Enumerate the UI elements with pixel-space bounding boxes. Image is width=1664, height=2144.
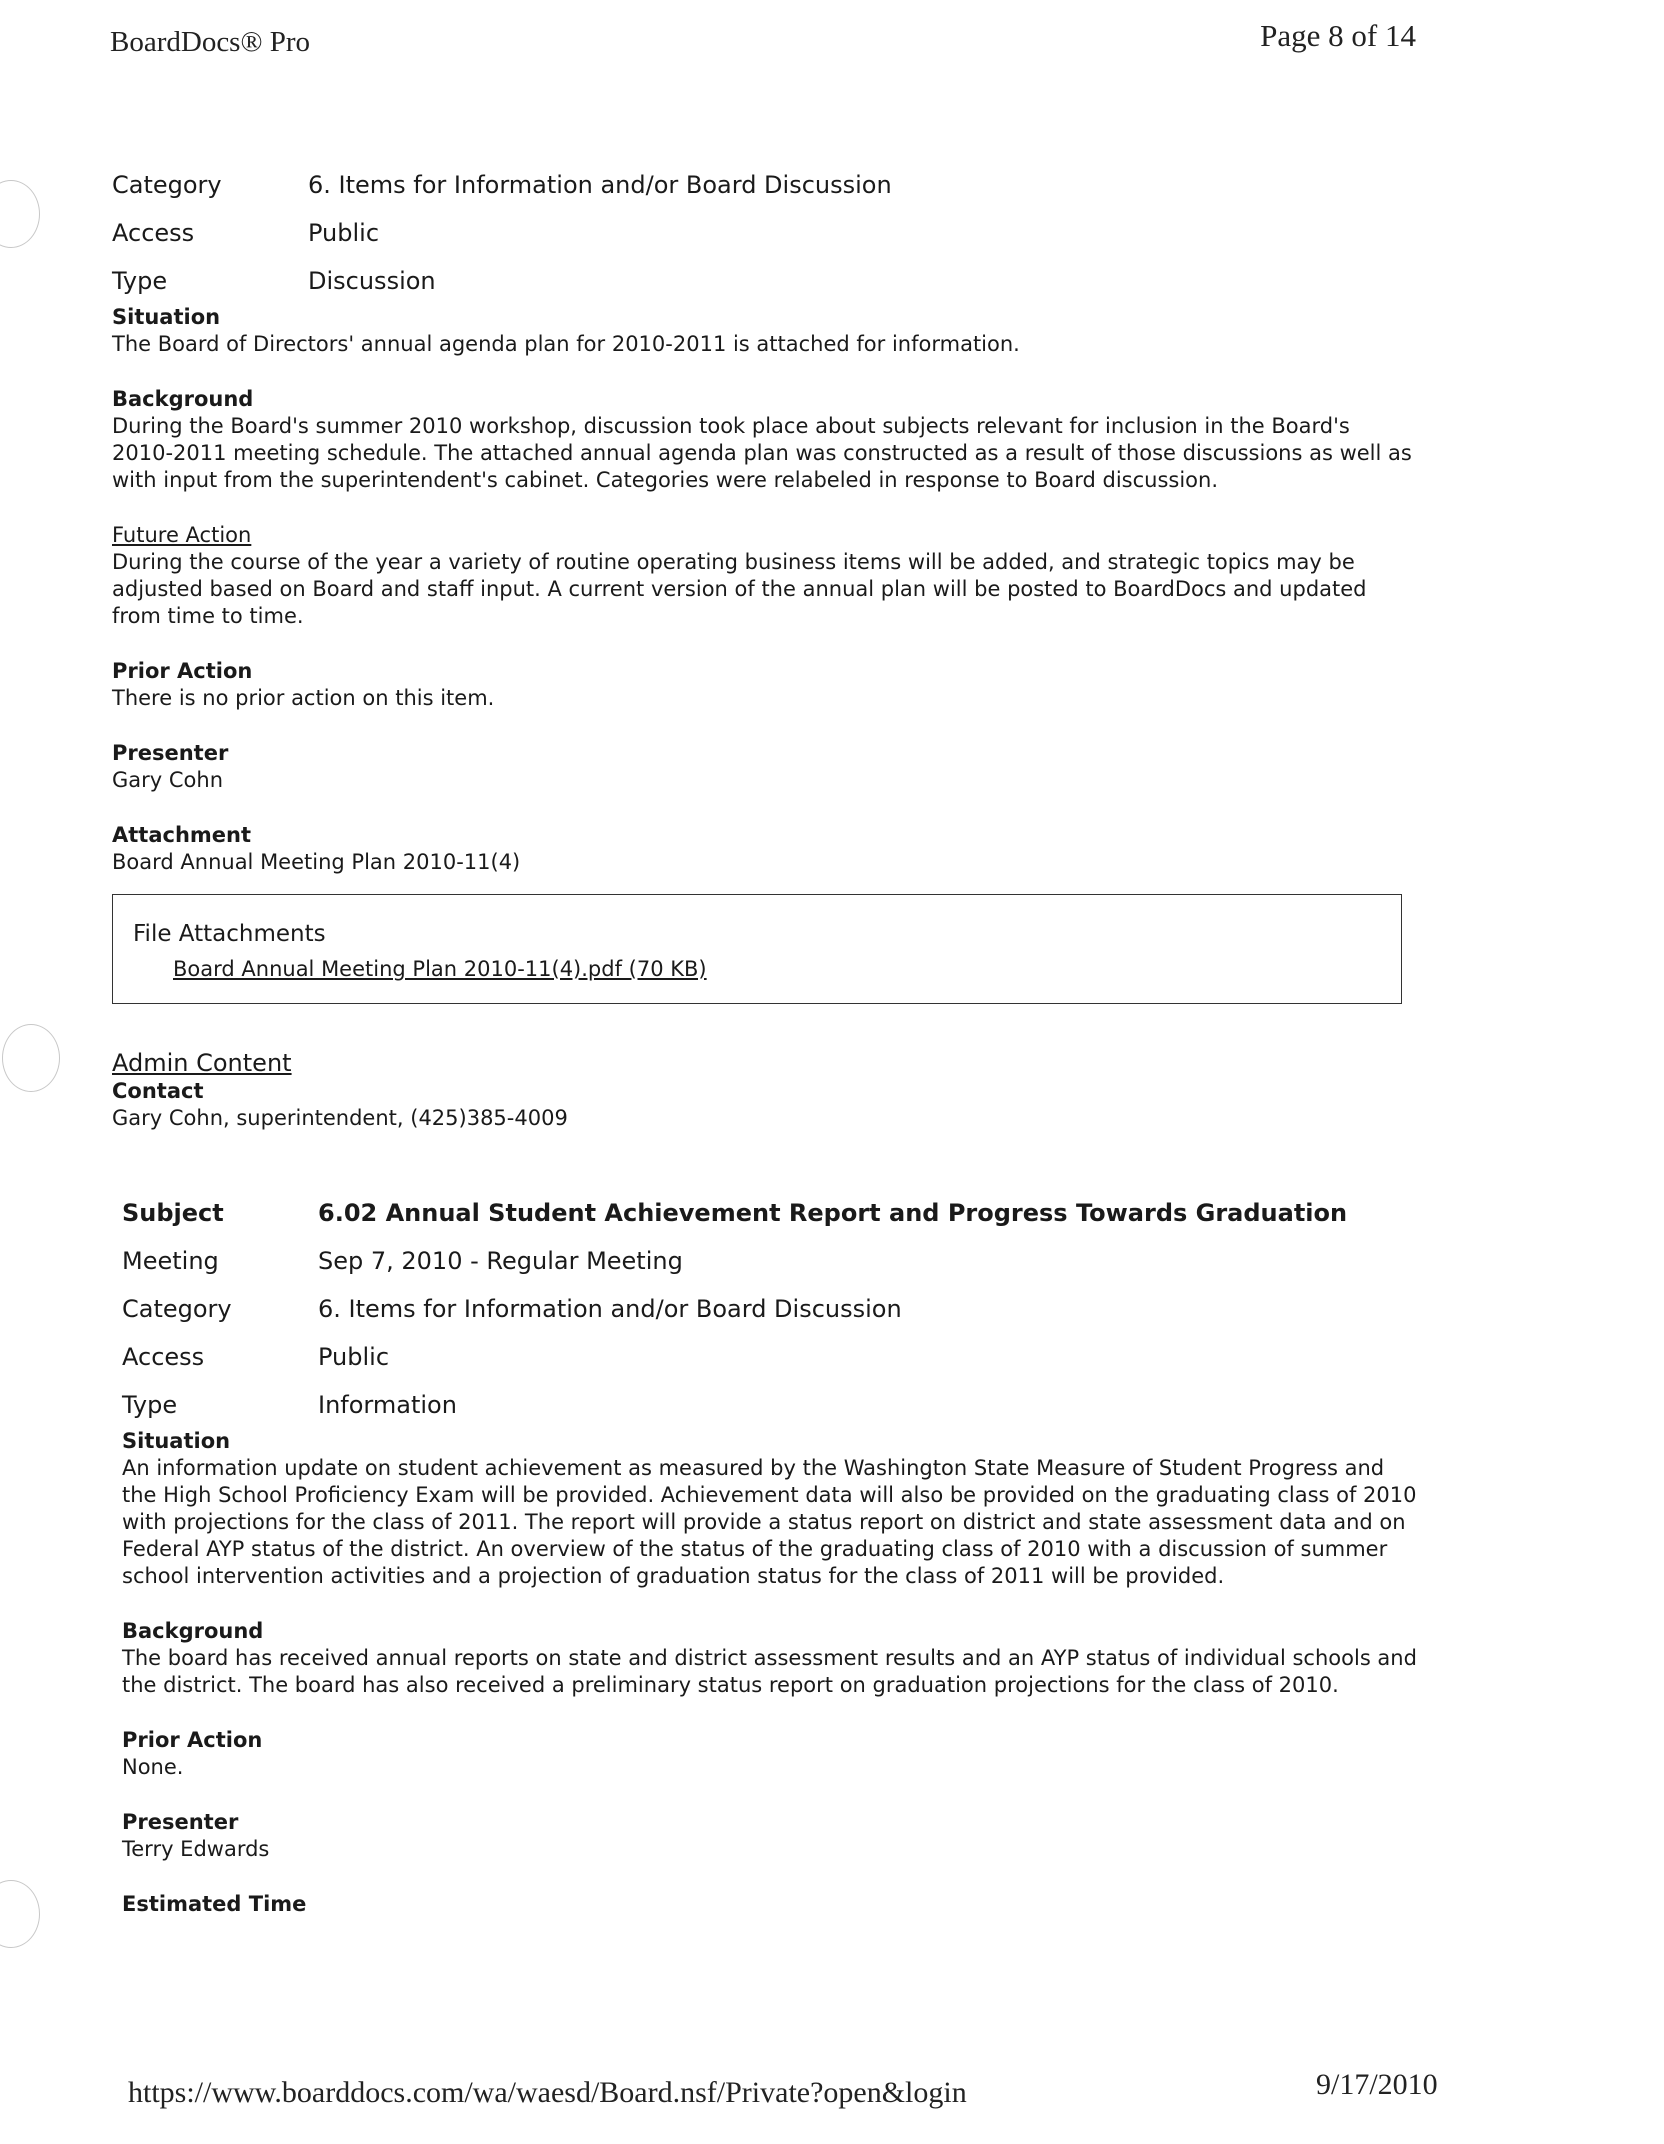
punch-hole [0, 180, 40, 248]
field-value: Public [308, 219, 380, 247]
presenter-heading: Presenter [112, 741, 229, 765]
field-row [112, 268, 1412, 304]
field-label: Meeting [122, 1247, 219, 1275]
contact-heading: Contact [112, 1079, 204, 1103]
background-heading: Background [122, 1619, 264, 1643]
field-row [122, 1296, 1422, 1344]
future-action-body: During the course of the year a variety of routine operating business items will be added, and strategic topics may be adjusted based on Board and staff input. A current version of the annual plan will be posted to BoardDocs and updated from time to time. [112, 550, 1367, 628]
field-label: Access [122, 1343, 205, 1371]
subject-title: 6.02 Annual Student Achievement Report and Progress Towards Graduation [318, 1199, 1348, 1227]
field-value: 6. Items for Information and/or Board Discussion [308, 171, 892, 199]
page-number: Page 8 of 14 [1260, 18, 1416, 53]
field-row [122, 1248, 1422, 1296]
field-value: Sep 7, 2010 - Regular Meeting [318, 1247, 683, 1275]
subject-label: Subject [122, 1199, 224, 1227]
agenda-item-1 [112, 172, 1412, 1132]
field-row [112, 220, 1412, 268]
attachment-body: Board Annual Meeting Plan 2010-11(4) [112, 850, 521, 874]
background-body: During the Board's summer 2010 workshop, discussion took place about subjects relevant for inclusion in the Board's 2010-2011 meeting schedule. The attached annual agenda plan was constructed as a result of those discussions as well as with input from the superintendent's cabinet. Categories were relabeled in response to Board discussion. [112, 414, 1412, 492]
field-label: Type [112, 267, 168, 295]
prior-action-heading: Prior Action [112, 659, 253, 683]
situation-heading: Situation [112, 305, 221, 329]
field-value: Information [318, 1391, 457, 1419]
field-value: 6. Items for Information and/or Board Discussion [318, 1295, 902, 1323]
field-label: Access [112, 219, 195, 247]
estimated-time-heading: Estimated Time [122, 1892, 307, 1916]
subject-row [122, 1200, 1422, 1248]
file-attachments-title: File Attachments [133, 921, 326, 947]
attachment-pdf-link[interactable]: Board Annual Meeting Plan 2010-11(4).pdf (70 KB) [173, 957, 707, 981]
prior-action-body: There is no prior action on this item. [112, 686, 495, 710]
field-value: Public [318, 1343, 390, 1371]
future-action-heading: Future Action [112, 523, 252, 547]
field-label: Category [122, 1295, 232, 1323]
file-attachments-box [112, 894, 1402, 1004]
presenter-body: Terry Edwards [122, 1837, 270, 1861]
presenter-heading: Presenter [122, 1810, 239, 1834]
contact-body: Gary Cohn, superintendent, (425)385-4009 [112, 1106, 568, 1130]
prior-action-body: None. [122, 1755, 184, 1779]
attachment-heading: Attachment [112, 823, 252, 847]
footer-date: 9/17/2010 [1316, 2068, 1438, 2101]
prior-action-heading: Prior Action [122, 1728, 263, 1752]
situation-heading: Situation [122, 1429, 231, 1453]
field-label: Category [112, 171, 222, 199]
field-label: Type [122, 1391, 178, 1419]
situation-body: An information update on student achievement as measured by the Washington State Measure of Student Progress and the High School Proficiency Exam will be provided. Achievement data will also be provided on the graduating class of 2010 with projections for the class of 2011. The report will provide a status report on district and state assessment data and on Federal AYP status of the district. An overview of the status of the graduating class of 2010 with a discussion of summer school intervention activities and a projection of graduation status for the class of 2011 will be provided. [122, 1456, 1417, 1588]
background-body: The board has received annual reports on state and district assessment results and an AYP status of individual schools and the district. The board has also received a preliminary status report on graduation projections for the class of 2010. [122, 1646, 1417, 1697]
punch-hole [2, 1024, 60, 1092]
field-value: Discussion [308, 267, 436, 295]
footer-url: https://www.boarddocs.com/wa/waesd/Board.nsf/Private?open&login [128, 2076, 967, 2109]
app-title: BoardDocs® Pro [110, 26, 311, 58]
field-row [122, 1344, 1422, 1392]
presenter-body: Gary Cohn [112, 768, 224, 792]
background-heading: Background [112, 387, 254, 411]
agenda-item-2 [122, 1200, 1422, 1918]
situation-body: The Board of Directors' annual agenda plan for 2010-2011 is attached for information. [112, 332, 1020, 356]
admin-content-link[interactable]: Admin Content [112, 1049, 292, 1077]
field-row [112, 172, 1412, 220]
field-row [122, 1392, 1422, 1428]
punch-hole [0, 1880, 40, 1948]
